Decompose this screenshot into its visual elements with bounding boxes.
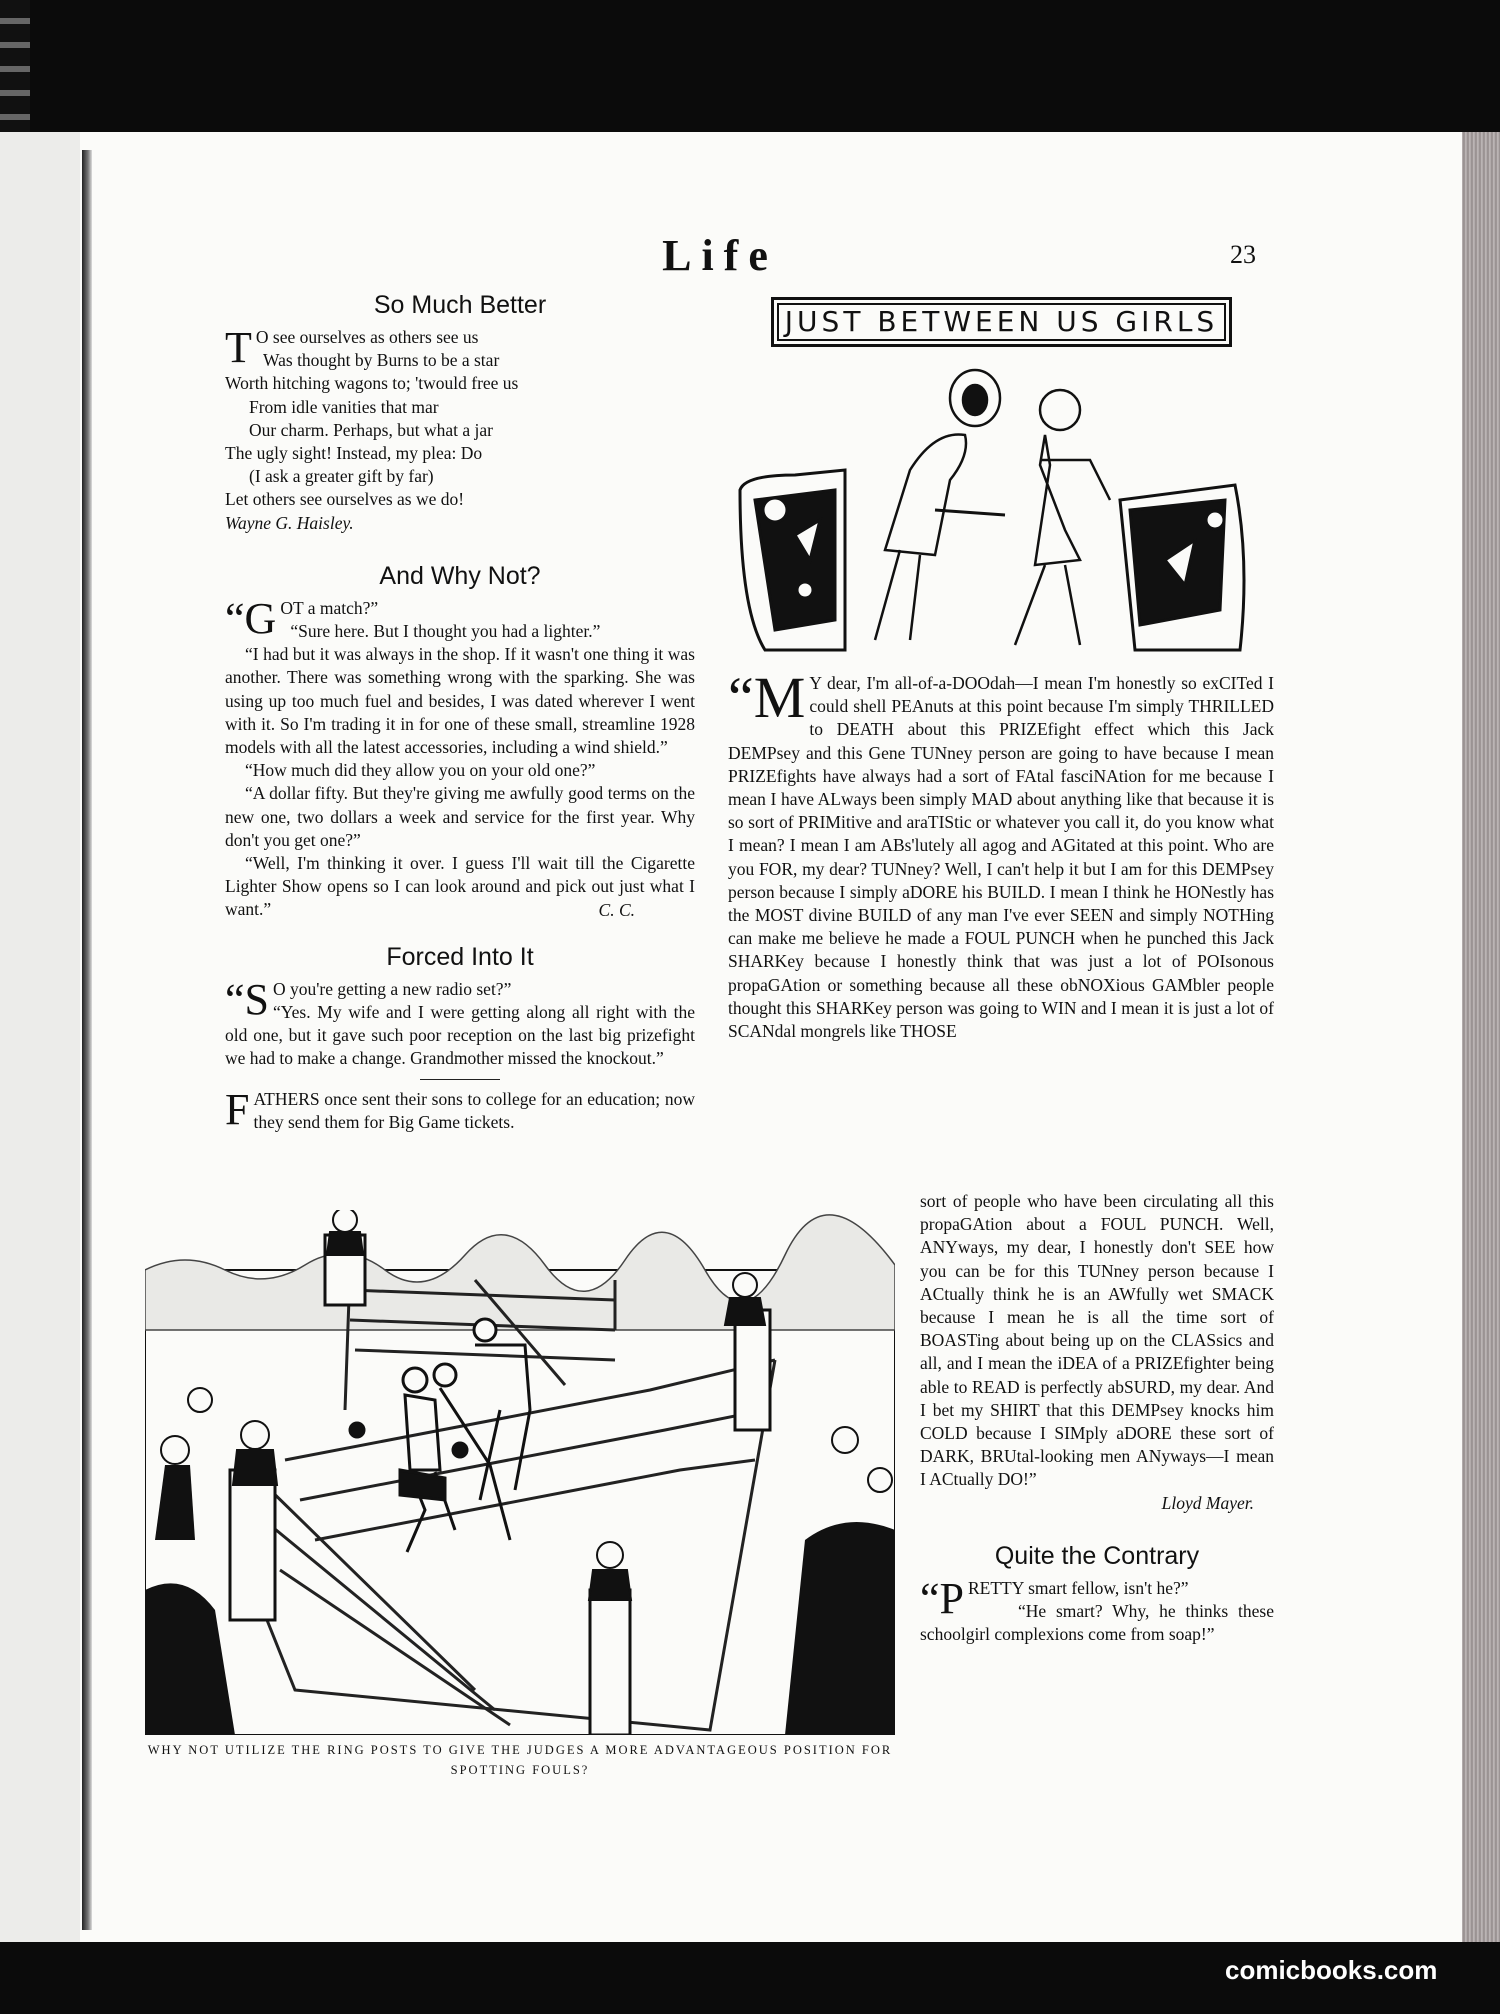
drop-cap: F bbox=[225, 1084, 250, 1134]
poem-line: Worth hitching wagons to; 'twould free us bbox=[225, 373, 519, 394]
book-binding bbox=[0, 0, 30, 140]
poem-body bbox=[225, 323, 695, 535]
girls-author: Lloyd Mayer. bbox=[1161, 1492, 1254, 1513]
left-column bbox=[225, 290, 695, 1134]
page-number: 23 bbox=[1230, 240, 1256, 269]
site-watermark: comicbooks.com bbox=[1225, 1955, 1438, 1985]
paragraph: RETTY smart fellow, isn't he?” bbox=[968, 1577, 1189, 1598]
girls-column-narrow bbox=[920, 1190, 1274, 1646]
why-not-title: And Why Not? bbox=[379, 561, 541, 590]
paragraph: O you're getting a new radio set?” bbox=[273, 978, 512, 999]
paragraph: “I had but it was always in the shop. If it wasn't one thing it was another. There was something wrong with the sparking. She was using up too much fuel and besides, I was dated wherever I went with it. So I'm trading it in for one of these small, streamline 1928 models with all the latest accessories, including a wind shield.” bbox=[225, 644, 695, 758]
drop-cap: “G bbox=[225, 593, 277, 643]
left-chair bbox=[740, 470, 845, 650]
paragraph: Y dear, I'm all-of-a-DOOdah—I mean I'm honestly so exCITed I could shell PEAnuts at this point because I'm simply THRILLED to DEATH about this PRIZEfight effect which this Jack DEMPsey and this Gene TUNney person are going to have because I mean PRIZEfights have always had a sort of FAtal fasciNAtion for me because I mean I have ALways been simply MAD about anything like that because it is so sort of PRIMitive and araTIStic or whatever you call it, do you know what I mean? I mean I am ABs'lutely all agog and AGitated at this point. Who are you FOR, my dear? TUNney? Well, I can't help it but I am for this DEMPsey person because I simply aDORE his BUILD. I mean I think he HONestly has the MOST divine BUILD of any man I've ever SEEN and simply NOTHing can make me believe he made a FOUL PUNCH when he punched this Jack SHARKey because I honestly think that was just a lot of POIsonous propaGAtion or something because all these obNOXious GAMbler people thought this SHARKey person was going to WIN and I mean it is just a lot of SCANdal mongrels like THOSE bbox=[728, 673, 1274, 1042]
drop-cap: T bbox=[225, 323, 252, 372]
paragraph: “Sure here. But I thought you had a lighter.” bbox=[290, 621, 601, 642]
paragraph: “A dollar fifty. But they're giving me awfully good terms on the new one, two dollars a week and service for the first year. Why don't you get one?” bbox=[225, 783, 695, 850]
poem-line: Our charm. Perhaps, but what a jar bbox=[249, 419, 493, 440]
divider bbox=[420, 1079, 500, 1080]
poem-line: The ugly sight! Instead, my plea: Do bbox=[225, 443, 483, 464]
forced-title: Forced Into It bbox=[386, 942, 534, 971]
poem-line: Let others see ourselves as we do! bbox=[225, 489, 465, 510]
page-stack-edge bbox=[1462, 132, 1500, 1942]
paragraph: “Well, I'm thinking it over. I guess I'll wait till the Cigarette Lighter Show opens so I can look around and pick out just what I want.” bbox=[225, 853, 695, 920]
poem-line: O see ourselves as others see us bbox=[255, 327, 479, 347]
right-chair bbox=[1120, 485, 1244, 650]
girls-column bbox=[728, 665, 1274, 1043]
why-not-author: C. C. bbox=[598, 899, 635, 920]
drop-cap: “S bbox=[225, 974, 269, 1024]
right-girl bbox=[1015, 390, 1110, 645]
paragraph: OT a match?” bbox=[280, 597, 379, 618]
contrary-title: Quite the Contrary bbox=[994, 1541, 1200, 1570]
girls-illustration bbox=[735, 360, 1255, 660]
paragraph: “How much did they allow you on your old one?” bbox=[245, 760, 596, 781]
page-gutter bbox=[82, 150, 92, 1930]
poem-author: Wayne G. Haisley. bbox=[225, 512, 354, 533]
cartoon-caption: WHY NOT UTILIZE THE RING POSTS TO GIVE THE JUDGES A MORE ADVANTAGEOUS POSITION FOR SPOTTING FOULS? bbox=[147, 1743, 893, 1777]
drop-cap: “P bbox=[920, 1573, 964, 1623]
boxing-cartoon bbox=[145, 1210, 895, 1735]
paragraph: “He smart? Why, he thinks these schoolgirl complexions come from soap!” bbox=[920, 1601, 1274, 1645]
paragraph: “Yes. My wife and I were getting along all right with the old one, but it gave such poor reception on the last big prizefight we had to make a change. Grandmother missed the knockout.” bbox=[225, 1002, 695, 1069]
paragraph: sort of people who have been circulating all this propaGAtion about a FOUL PUNCH. Well, ANYways, my dear, I honestly don't SEE how you can be for this TUNney person because I ACtually think he is an AWfully wet SMACK because I mean he is all the time sort of BOASTing about being up on the CLASsics and all, and I mean the iDEA of a PRIZEfighter being able to READ is perfectly abSURD, my dear. And I bet my SHIRT that this DEMPsey knocks him COLD because I SIMply aDORE these sort of DARK, BRUtal-looking men ANyways—I mean I ACtually DO!” bbox=[920, 1191, 1274, 1490]
poem-line: Was thought by Burns to be a star bbox=[263, 350, 500, 371]
poem-line: From idle vanities that mar bbox=[249, 396, 439, 417]
poem-title: So Much Better bbox=[373, 291, 547, 319]
drop-cap: “M bbox=[728, 665, 806, 730]
left-girl bbox=[875, 370, 1005, 640]
section-banner: JUST BETWEEN US GIRLS bbox=[771, 297, 1232, 347]
masthead-title: Life bbox=[662, 231, 778, 280]
paragraph: ATHERS once sent their sons to college for an education; now they send them for Big Game tickets. bbox=[253, 1088, 695, 1132]
poem-line: (I ask a greater gift by far) bbox=[249, 466, 434, 487]
